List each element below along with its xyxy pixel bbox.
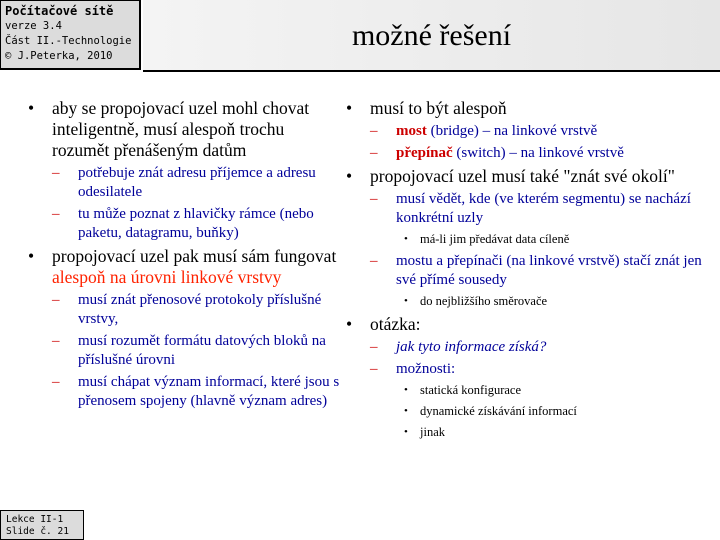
sub-sub-bullet-item bbox=[398, 293, 715, 309]
sub-bullet-item bbox=[364, 190, 715, 228]
dash-icon: – bbox=[370, 361, 378, 377]
sub-bullet-text: tu může poznat z hlavičky rámce (nebo paketu, datagramu, buňky) bbox=[78, 206, 314, 241]
sub-bullet-item bbox=[364, 360, 715, 379]
sub-bullet-text: (switch) – na linkové vrstvě bbox=[452, 145, 624, 161]
bullet-item bbox=[340, 314, 715, 335]
bullet-text: otázka: bbox=[370, 314, 421, 334]
sub-bullet-text: možnosti: bbox=[396, 361, 456, 377]
sub-sub-bullet-item bbox=[398, 382, 715, 398]
sub-bullet-item bbox=[46, 205, 342, 243]
bullet-dot-icon: • bbox=[346, 98, 353, 118]
sub-sub-bullet-text: dynamické získávání informací bbox=[420, 404, 577, 418]
bullet-dot-icon: • bbox=[28, 246, 35, 266]
dash-icon: – bbox=[370, 339, 378, 355]
title-bar bbox=[143, 0, 720, 72]
lecture-label: Lekce II-1 bbox=[6, 514, 64, 525]
dash-icon: – bbox=[370, 145, 378, 161]
sub-bullet-item bbox=[46, 164, 342, 202]
bullet-dot-icon: • bbox=[346, 166, 353, 186]
bullet-dot-icon: • bbox=[346, 314, 353, 334]
right-column bbox=[340, 98, 715, 445]
highlight-text: alespoň na úrovni linkové vrstvy bbox=[52, 267, 282, 287]
slide-header bbox=[0, 0, 720, 72]
slide-title: možné řešení bbox=[351, 19, 512, 52]
version-label: verze 3.4 bbox=[5, 20, 62, 32]
sub-bullet-item bbox=[364, 252, 715, 290]
sub-bullet-text: musí chápat význam informací, které jsou s přenosem spojeny (hlavně význam adres) bbox=[78, 374, 340, 409]
dash-icon: – bbox=[370, 123, 378, 139]
sub-bullet-item bbox=[46, 373, 342, 411]
device-name: most bbox=[396, 123, 427, 139]
sub-bullet-item bbox=[364, 144, 715, 163]
bullet-text: propojovací uzel pak musí sám fungovat bbox=[52, 246, 337, 266]
sub-bullet-text: musí rozumět formátu datových bloků na příslušné úrovni bbox=[78, 333, 326, 368]
slide-number: Slide č. 21 bbox=[6, 526, 69, 537]
dash-icon: – bbox=[370, 253, 378, 269]
dash-icon: – bbox=[52, 165, 60, 181]
dash-icon: – bbox=[52, 292, 60, 308]
sub-sub-bullet-item bbox=[398, 231, 715, 247]
dash-icon: – bbox=[52, 206, 60, 222]
slide-footer bbox=[0, 510, 84, 540]
sub-sub-bullet-text: statická konfigurace bbox=[420, 383, 521, 397]
sub-bullet-text: potřebuje znát adresu příjemce a adresu odesilatele bbox=[78, 165, 316, 200]
course-name: Počítačové sítě bbox=[5, 4, 114, 18]
sub-bullet-item bbox=[364, 122, 715, 141]
copyright-label: © J.Peterka, 2010 bbox=[5, 50, 113, 62]
small-bullet-icon: • bbox=[404, 384, 408, 396]
small-bullet-icon: • bbox=[404, 426, 408, 438]
dash-icon: – bbox=[52, 374, 60, 390]
part-label: Část II.-Technologie bbox=[5, 35, 132, 47]
device-name: přepínač bbox=[396, 145, 453, 161]
sub-sub-bullet-item bbox=[398, 424, 715, 440]
sub-bullet-text: musí znát přenosové protokoly příslušné vrstvy, bbox=[78, 292, 322, 327]
bullet-text: aby se propojovací uzel mohl chovat inteligentně, musí alespoň trochu rozumět přenášeným datům bbox=[52, 98, 310, 160]
sub-sub-bullet-text: jinak bbox=[420, 425, 445, 439]
sub-bullet-item bbox=[46, 332, 342, 370]
bullet-text: propojovací uzel musí také "znát své okolí" bbox=[370, 166, 675, 186]
bullet-item bbox=[340, 98, 715, 119]
bullet-dot-icon: • bbox=[28, 98, 35, 118]
bullet-text: musí to být alespoň bbox=[370, 98, 507, 118]
bullet-item bbox=[22, 98, 342, 161]
sub-bullet-text: (bridge) – na linkové vrstvě bbox=[426, 123, 598, 139]
question-text: jak tyto informace získá? bbox=[396, 339, 547, 355]
course-info-box bbox=[0, 0, 141, 70]
dash-icon: – bbox=[52, 333, 60, 349]
sub-bullet-item bbox=[364, 338, 715, 357]
bullet-item bbox=[340, 166, 715, 187]
sub-sub-bullet-item bbox=[398, 403, 715, 419]
sub-bullet-item bbox=[46, 291, 342, 329]
sub-bullet-text: musí vědět, kde (ve kterém segmentu) se nachází konkrétní uzly bbox=[396, 191, 691, 226]
small-bullet-icon: • bbox=[404, 405, 408, 417]
small-bullet-icon: • bbox=[404, 233, 408, 245]
sub-bullet-text: mostu a přepínači (na linkové vrstvě) stačí znát jen své přímé sousedy bbox=[396, 253, 702, 288]
sub-sub-bullet-text: má-li jim předávat data cíleně bbox=[420, 232, 570, 246]
sub-sub-bullet-text: do nejbližšího směrovače bbox=[420, 294, 548, 308]
small-bullet-icon: • bbox=[404, 295, 408, 307]
left-column bbox=[22, 98, 342, 414]
dash-icon: – bbox=[370, 191, 378, 207]
bullet-item bbox=[22, 246, 342, 288]
